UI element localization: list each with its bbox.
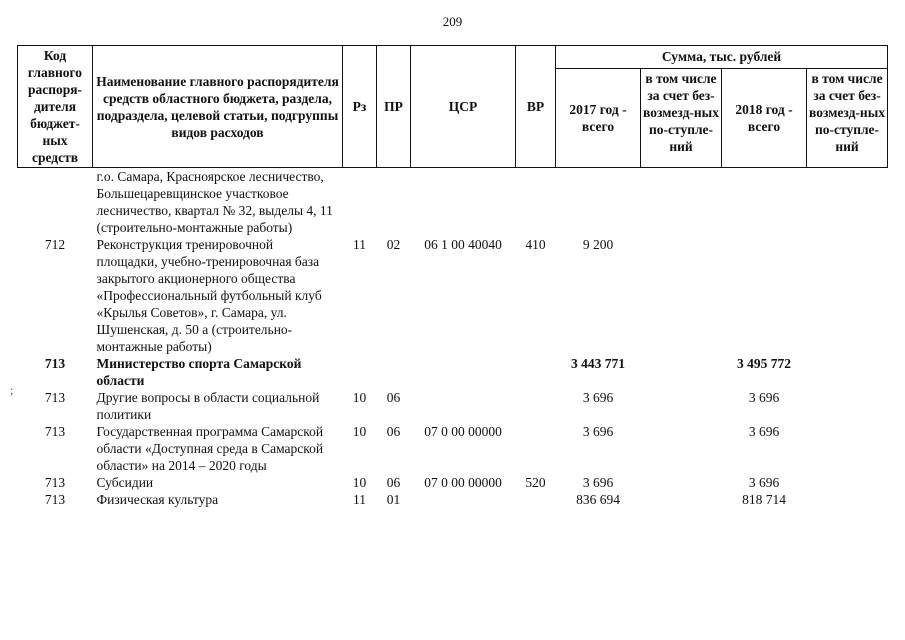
cell-2018-total: 3 696: [748, 424, 780, 439]
cell-2017-free: [641, 168, 722, 237]
cell-csr: 06 1 00 40040: [424, 237, 502, 252]
cell-2018-total: [722, 236, 807, 355]
cell-pr: [377, 355, 411, 389]
cell-name: Физическая культура: [96, 492, 219, 507]
cell-code: 713: [44, 356, 66, 371]
cell-csr: [411, 168, 516, 237]
header-name: Наименование главного распорядителя средств областного бюджета, раздела, подраздела, целевой статьи, подгруппы видов расходов: [93, 46, 343, 168]
cell-2018-free: [807, 355, 888, 389]
margin-mark: ;: [10, 383, 14, 397]
header-vr: ВР: [516, 46, 556, 168]
cell-2017-total: 836 694: [576, 492, 620, 507]
cell-2017-total: 3 696: [582, 424, 614, 439]
cell-code: 713: [44, 424, 66, 439]
budget-table: [17, 45, 888, 508]
cell-2017-free: [641, 491, 722, 508]
cell-name: Государственная программа Самарской области «Доступная среда в Самарской области» на 2014 – 2020 годы: [96, 424, 324, 473]
cell-pr: 06: [386, 390, 401, 405]
cell-2018-free: [807, 236, 888, 355]
cell-2017-free: [641, 423, 722, 474]
cell-csr: 07 0 00 00000: [424, 424, 502, 439]
cell-rz: 10: [352, 390, 367, 405]
cell-name: Реконструкция тренировочной площадки, учебно-тренировочная база закрытого акционерного общества «Профессиональный футбольный клуб «Крылья Советов», г. Самара, ул. Шушенская, д. 50 а (строительно-монтажные работы): [96, 237, 322, 354]
table-row: [18, 236, 888, 355]
cell-2018-total: 3 495 772: [737, 356, 791, 371]
cell-name: Субсидии: [96, 475, 154, 490]
cell-2017-total: [556, 168, 641, 237]
cell-2017-free: [641, 236, 722, 355]
header-rz: Рз: [343, 46, 377, 168]
cell-pr: 01: [386, 492, 401, 507]
cell-rz: 11: [353, 237, 366, 252]
table-row: [18, 355, 888, 389]
cell-2018-total: 818 714: [742, 492, 786, 507]
cell-vr: 520: [525, 475, 546, 490]
cell-2018-free: [807, 389, 888, 423]
cell-pr: 06: [386, 475, 401, 490]
cell-vr: 410: [525, 237, 546, 252]
cell-name: г.о. Самара, Красноярское лесничество, Большецаревщинское участковое лесничество, квартал № 32, выделы 4, 11 (строительно-монтажные работы): [96, 169, 333, 235]
cell-rz: 11: [353, 492, 366, 507]
header-2018-free: в том числе за счет без-возмезд-ных по-ступле-ний: [807, 68, 888, 167]
cell-name: Министерство спорта Самарской области: [96, 356, 302, 388]
cell-rz: 10: [352, 424, 367, 439]
cell-rz: 10: [352, 475, 367, 490]
cell-2018-total: 3 696: [748, 475, 780, 490]
table-row: [18, 168, 888, 237]
cell-pr: 02: [386, 237, 401, 252]
cell-2017-total: 9 200: [582, 237, 614, 252]
cell-2017-total: 3 696: [582, 475, 614, 490]
table-body: [18, 168, 888, 509]
cell-2017-free: [641, 474, 722, 491]
cell-pr: [377, 168, 411, 237]
header-sum: Сумма, тыс. рублей: [556, 46, 888, 69]
cell-rz: [343, 168, 377, 237]
cell-vr: [516, 355, 556, 389]
cell-2017-total: 3 696: [582, 390, 614, 405]
header-pr: ПР: [377, 46, 411, 168]
cell-2018-free: [807, 168, 888, 237]
cell-vr: [516, 491, 556, 508]
header-code: Код главного распоря-дителя бюджет-ных средств: [18, 46, 93, 168]
cell-code: 713: [44, 492, 66, 507]
table-row: [18, 389, 888, 423]
cell-2018-total: 3 696: [748, 390, 780, 405]
cell-code: 713: [44, 475, 66, 490]
page-number: 209: [442, 14, 463, 29]
cell-csr: [411, 355, 516, 389]
table-row: [18, 423, 888, 474]
header-2017-free: в том числе за счет без-возмезд-ных по-ступле-ний: [641, 68, 722, 167]
cell-2017-free: [641, 389, 722, 423]
cell-vr: [516, 168, 556, 237]
cell-csr: [411, 389, 516, 423]
cell-code: 712: [44, 237, 66, 252]
cell-2017-total: 3 443 771: [571, 356, 625, 371]
cell-2018-free: [807, 491, 888, 508]
cell-vr: [516, 389, 556, 423]
header-2017-total: 2017 год - всего: [556, 68, 641, 167]
cell-csr: 07 0 00 00000: [424, 475, 502, 490]
header-csr: ЦСР: [411, 46, 516, 168]
table-row: [18, 474, 888, 491]
cell-csr: [411, 491, 516, 508]
cell-pr: 06: [386, 424, 401, 439]
cell-2018-free: [807, 423, 888, 474]
cell-code: [18, 168, 93, 237]
table-header: [18, 46, 888, 168]
cell-2017-free: [641, 355, 722, 389]
cell-2018-free: [807, 474, 888, 491]
cell-code: 713: [44, 390, 66, 405]
table-row: [18, 491, 888, 508]
cell-2018-total: [722, 168, 807, 237]
header-2018-total: 2018 год - всего: [722, 68, 807, 167]
cell-name: Другие вопросы в области социальной политики: [96, 390, 320, 422]
cell-rz: [343, 355, 377, 389]
cell-vr: [516, 423, 556, 474]
